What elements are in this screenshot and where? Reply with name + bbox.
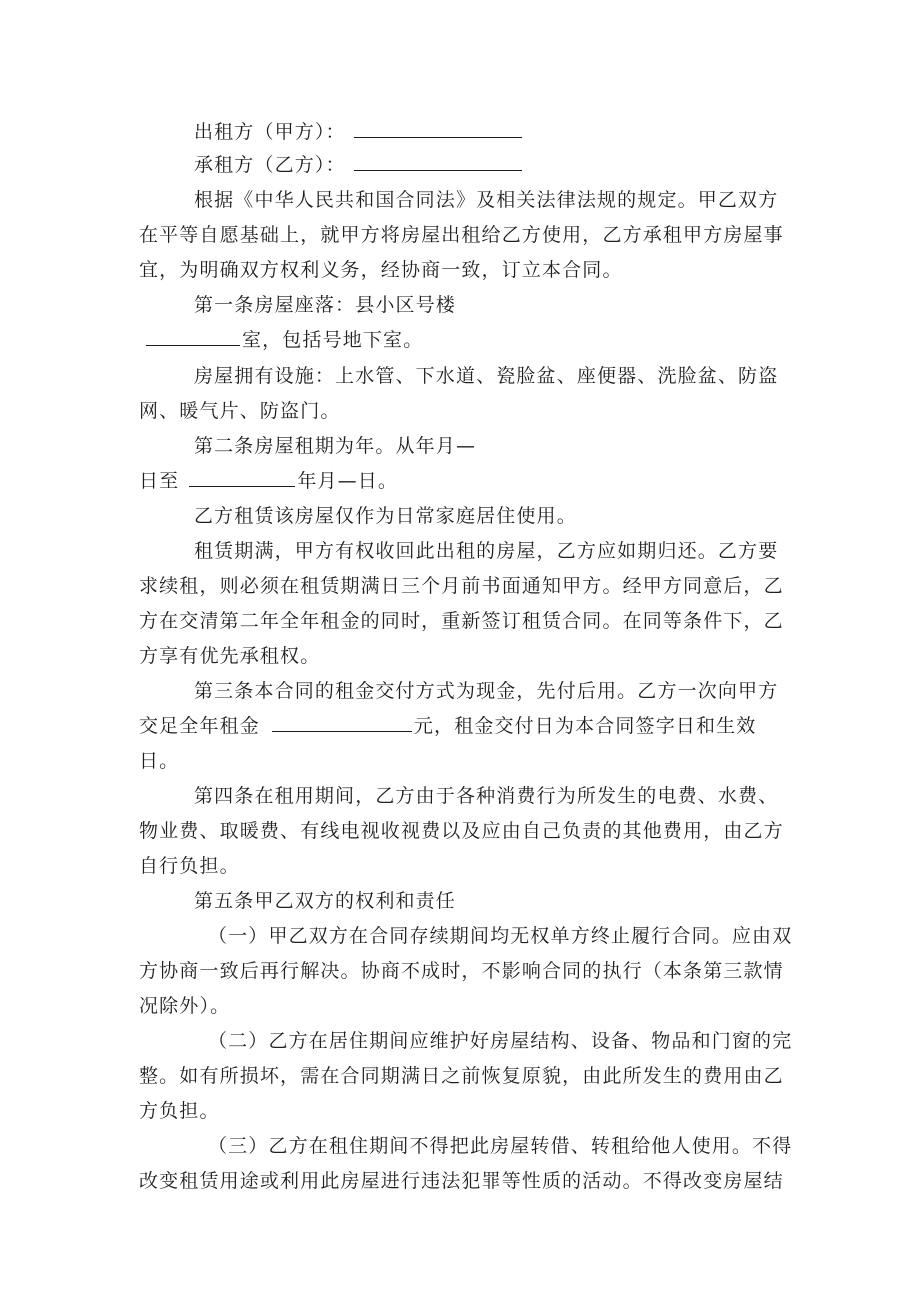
text-line: （二）乙方在居住期间应维护好房屋结构、设备、物品和门窗的完 xyxy=(208,1030,793,1052)
text-line: 房屋拥有设施：上水管、下水道、瓷脸盆、座便器、洗脸盆、防盗 xyxy=(194,365,779,387)
text-line: 乙方租赁该房屋仅作为日常家庭居住使用。 xyxy=(194,505,577,527)
text-line: 第四条在租用期间，乙方由于各种消费行为所发生的电费、水费、 xyxy=(194,785,779,807)
text-line: 第二条房屋租期为年。从年月— xyxy=(194,435,477,457)
room-text: 室，包括号地下室。 xyxy=(242,329,424,351)
lessee-blank xyxy=(354,152,522,171)
text-line: 整。如有所损坏，需在合同期满日之前恢复原貌，由此所发生的费用由乙 xyxy=(139,1065,784,1087)
text-line: 物业费、取暖费、有线电视收视费以及应由自己负责的其他费用，由乙方 xyxy=(139,820,784,842)
text-line: 宜，为明确双方权利义务，经协商一致，订立本合同。 xyxy=(139,259,623,281)
rent-text-after: 元，租金交付日为本合同签字日和生效 xyxy=(413,715,757,737)
text-line: 自行负担。 xyxy=(139,855,240,877)
text-line: （一）甲乙双方在合同存续期间均无权单方终止履行合同。应由双 xyxy=(208,925,793,947)
lessor-blank xyxy=(354,119,522,138)
text-line: 网、暖气片、防盗门。 xyxy=(139,400,341,422)
text-line: 日。 xyxy=(139,750,180,772)
text-line: 根据《中华人民共和国合同法》及相关法律法规的规定。甲乙双方 xyxy=(194,189,779,211)
lessor-label: 出租方（甲方）： xyxy=(194,121,346,143)
text-line: 租赁期满，甲方有权收回此出租的房屋，乙方应如期归还。乙方要 xyxy=(194,540,779,562)
text-line: 况除外）。 xyxy=(139,995,231,1017)
term-line xyxy=(139,467,398,495)
text-line: 方享有优先承租权。 xyxy=(139,645,321,667)
term-end-text: 年月—日。 xyxy=(297,470,399,492)
rent-text-before: 交足全年租金 xyxy=(139,715,260,737)
room-blank xyxy=(146,327,240,346)
room-line xyxy=(146,326,423,354)
text-line: 求续租，则必须在租赁期满日三个月前书面通知甲方。经甲方同意后，乙 xyxy=(139,575,784,597)
text-line: 方负担。 xyxy=(139,1100,220,1122)
section-heading: 第五条甲乙双方的权利和责任 xyxy=(194,890,456,912)
text-line: 改变租赁用途或利用此房屋进行违法犯罪等性质的活动。不得改变房屋结 xyxy=(139,1170,784,1192)
lessee-label: 承租方（乙方）： xyxy=(194,154,346,176)
term-start-text: 日至 xyxy=(139,470,180,492)
lessee-line xyxy=(194,151,522,179)
text-line: 在平等自愿基础上，就甲方将房屋出租给乙方使用，乙方承租甲方房屋事 xyxy=(139,224,784,246)
text-line: （三）乙方在租住期间不得把此房屋转借、转租给他人使用。不得 xyxy=(208,1135,793,1157)
rent-blank xyxy=(272,713,412,732)
text-line: 方在交清第二年全年租金的同时，重新签订租赁合同。在同等条件下，乙 xyxy=(139,610,784,632)
term-blank xyxy=(189,468,295,487)
text-line: 第一条房屋座落：县小区号楼 xyxy=(194,294,456,316)
text-line: 方协商一致后再行解决。协商不成时，不影响合同的执行（本条第三款情 xyxy=(139,960,784,982)
text-line: 第三条本合同的租金交付方式为现金，先付后用。乙方一次向甲方 xyxy=(194,680,779,702)
rent-line xyxy=(139,712,756,740)
lessor-line xyxy=(194,118,522,146)
